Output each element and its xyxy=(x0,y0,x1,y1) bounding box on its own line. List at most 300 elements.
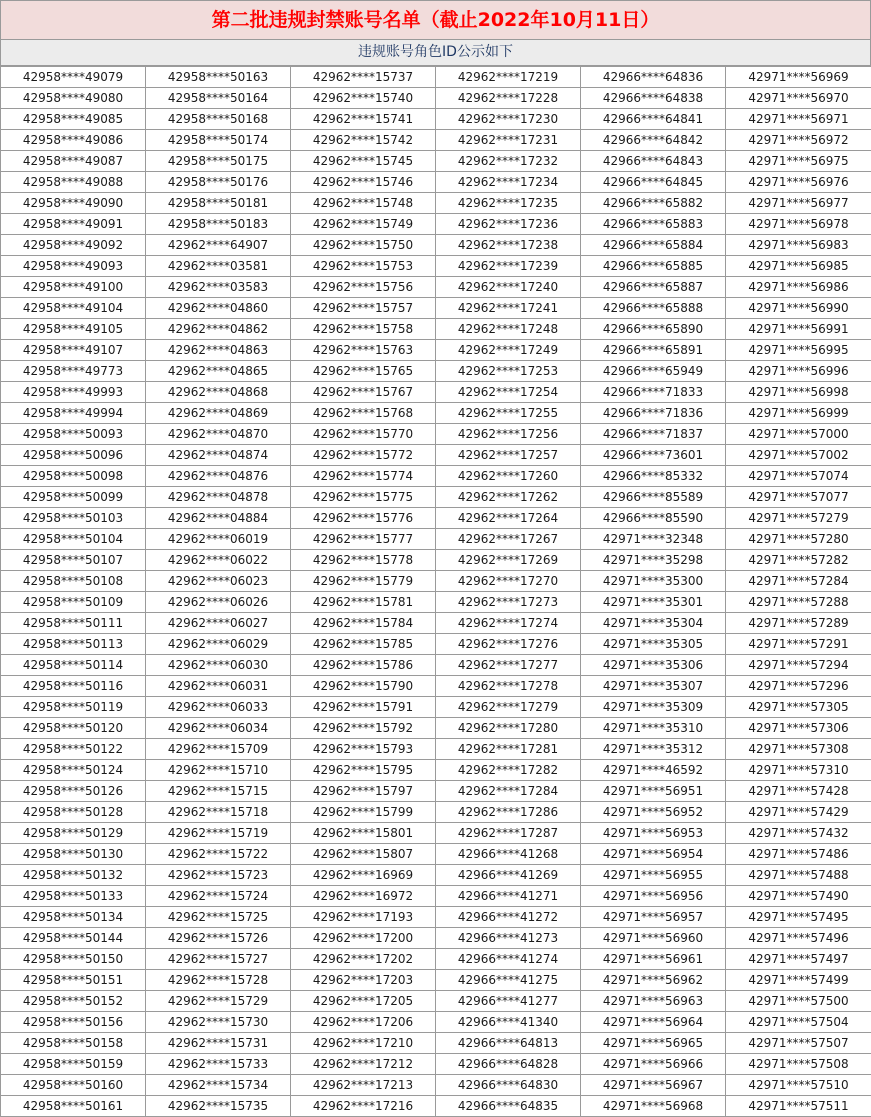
table-cell[interactable]: 42958****49773 xyxy=(1,361,146,382)
table-cell[interactable]: 42962****15778 xyxy=(291,550,436,571)
table-cell[interactable]: 42958****50158 xyxy=(1,1033,146,1054)
table-cell[interactable]: 42958****50111 xyxy=(1,613,146,634)
table-cell[interactable]: 42962****15724 xyxy=(146,886,291,907)
table-cell[interactable]: 42962****17193 xyxy=(291,907,436,928)
table-cell[interactable]: 42971****56990 xyxy=(726,298,871,319)
table-cell[interactable]: 42962****15710 xyxy=(146,760,291,781)
table-cell[interactable]: 42971****57306 xyxy=(726,718,871,739)
table-cell[interactable]: 42962****17236 xyxy=(436,214,581,235)
table-cell[interactable]: 42966****65949 xyxy=(581,361,726,382)
table-cell[interactable]: 42962****17281 xyxy=(436,739,581,760)
table-cell[interactable]: 42971****56978 xyxy=(726,214,871,235)
table-cell[interactable]: 42958****49100 xyxy=(1,277,146,298)
table-cell[interactable]: 42962****15735 xyxy=(146,1096,291,1117)
table-cell[interactable]: 42971****56960 xyxy=(581,928,726,949)
table-cell[interactable]: 42962****15734 xyxy=(146,1075,291,1096)
table-cell[interactable]: 42962****04874 xyxy=(146,445,291,466)
table-cell[interactable]: 42962****15709 xyxy=(146,739,291,760)
table-cell[interactable]: 42958****49090 xyxy=(1,193,146,214)
table-cell[interactable]: 42962****15730 xyxy=(146,1012,291,1033)
table-cell[interactable]: 42962****15785 xyxy=(291,634,436,655)
table-cell[interactable]: 42971****56962 xyxy=(581,970,726,991)
table-cell[interactable]: 42971****57296 xyxy=(726,676,871,697)
table-cell[interactable]: 42958****50152 xyxy=(1,991,146,1012)
table-cell[interactable]: 42962****15757 xyxy=(291,298,436,319)
table-cell[interactable]: 42958****49105 xyxy=(1,319,146,340)
table-cell[interactable]: 42971****57002 xyxy=(726,445,871,466)
table-cell[interactable]: 42962****17239 xyxy=(436,256,581,277)
table-cell[interactable]: 42971****56998 xyxy=(726,382,871,403)
table-cell[interactable]: 42962****15741 xyxy=(291,109,436,130)
table-cell[interactable]: 42962****17269 xyxy=(436,550,581,571)
table-cell[interactable]: 42962****17257 xyxy=(436,445,581,466)
table-cell[interactable]: 42962****15797 xyxy=(291,781,436,802)
table-cell[interactable]: 42958****50099 xyxy=(1,487,146,508)
table-cell[interactable]: 42962****17284 xyxy=(436,781,581,802)
table-cell[interactable]: 42962****06019 xyxy=(146,529,291,550)
table-cell[interactable]: 42962****15719 xyxy=(146,823,291,844)
table-cell[interactable]: 42971****56970 xyxy=(726,88,871,109)
table-cell[interactable]: 42962****15795 xyxy=(291,760,436,781)
table-cell[interactable]: 42966****65883 xyxy=(581,214,726,235)
table-cell[interactable]: 42971****57077 xyxy=(726,487,871,508)
table-cell[interactable]: 42962****04862 xyxy=(146,319,291,340)
table-cell[interactable]: 42971****56999 xyxy=(726,403,871,424)
table-cell[interactable]: 42971****57000 xyxy=(726,424,871,445)
table-cell[interactable]: 42962****15748 xyxy=(291,193,436,214)
table-cell[interactable]: 42971****56953 xyxy=(581,823,726,844)
table-cell[interactable]: 42962****17280 xyxy=(436,718,581,739)
table-cell[interactable]: 42962****15768 xyxy=(291,403,436,424)
table-cell[interactable]: 42971****57279 xyxy=(726,508,871,529)
table-cell[interactable]: 42962****15774 xyxy=(291,466,436,487)
table-cell[interactable]: 42971****46592 xyxy=(581,760,726,781)
table-cell[interactable]: 42962****17235 xyxy=(436,193,581,214)
table-cell[interactable]: 42962****06033 xyxy=(146,697,291,718)
table-cell[interactable]: 42966****85589 xyxy=(581,487,726,508)
table-cell[interactable]: 42958****50108 xyxy=(1,571,146,592)
table-cell[interactable]: 42962****06022 xyxy=(146,550,291,571)
table-cell[interactable]: 42958****50181 xyxy=(146,193,291,214)
table-cell[interactable]: 42958****50176 xyxy=(146,172,291,193)
table-cell[interactable]: 42966****64842 xyxy=(581,130,726,151)
table-cell[interactable]: 42971****32348 xyxy=(581,529,726,550)
table-cell[interactable]: 42958****50098 xyxy=(1,466,146,487)
table-cell[interactable]: 42962****17248 xyxy=(436,319,581,340)
table-cell[interactable]: 42962****17274 xyxy=(436,613,581,634)
table-cell[interactable]: 42962****15745 xyxy=(291,151,436,172)
table-cell[interactable]: 42962****16972 xyxy=(291,886,436,907)
table-cell[interactable]: 42971****56976 xyxy=(726,172,871,193)
table-cell[interactable]: 42966****41269 xyxy=(436,865,581,886)
table-cell[interactable]: 42962****06023 xyxy=(146,571,291,592)
table-cell[interactable]: 42962****17228 xyxy=(436,88,581,109)
table-cell[interactable]: 42971****57294 xyxy=(726,655,871,676)
table-cell[interactable]: 42958****50133 xyxy=(1,886,146,907)
table-cell[interactable]: 42971****56968 xyxy=(581,1096,726,1117)
table-cell[interactable]: 42958****50130 xyxy=(1,844,146,865)
table-cell[interactable]: 42962****06027 xyxy=(146,613,291,634)
table-cell[interactable]: 42971****35300 xyxy=(581,571,726,592)
table-cell[interactable]: 42958****50175 xyxy=(146,151,291,172)
table-cell[interactable]: 42958****50150 xyxy=(1,949,146,970)
table-cell[interactable]: 42966****64835 xyxy=(436,1096,581,1117)
table-cell[interactable]: 42958****50174 xyxy=(146,130,291,151)
table-cell[interactable]: 42962****17240 xyxy=(436,277,581,298)
table-cell[interactable]: 42962****15758 xyxy=(291,319,436,340)
table-cell[interactable]: 42962****17213 xyxy=(291,1075,436,1096)
table-cell[interactable]: 42958****50126 xyxy=(1,781,146,802)
table-cell[interactable]: 42966****85590 xyxy=(581,508,726,529)
table-cell[interactable]: 42971****57428 xyxy=(726,781,871,802)
table-cell[interactable]: 42971****57280 xyxy=(726,529,871,550)
table-cell[interactable]: 42958****49092 xyxy=(1,235,146,256)
table-cell[interactable]: 42962****17210 xyxy=(291,1033,436,1054)
table-cell[interactable]: 42962****17262 xyxy=(436,487,581,508)
table-cell[interactable]: 42966****65888 xyxy=(581,298,726,319)
table-cell[interactable]: 42958****50104 xyxy=(1,529,146,550)
table-cell[interactable]: 42962****15723 xyxy=(146,865,291,886)
table-cell[interactable]: 42962****15801 xyxy=(291,823,436,844)
table-cell[interactable]: 42962****15729 xyxy=(146,991,291,1012)
table-cell[interactable]: 42962****17286 xyxy=(436,802,581,823)
table-cell[interactable]: 42966****65890 xyxy=(581,319,726,340)
table-cell[interactable]: 42962****06034 xyxy=(146,718,291,739)
table-cell[interactable]: 42958****49079 xyxy=(1,67,146,88)
table-cell[interactable]: 42971****56995 xyxy=(726,340,871,361)
table-cell[interactable]: 42971****57490 xyxy=(726,886,871,907)
table-cell[interactable]: 42962****15799 xyxy=(291,802,436,823)
table-cell[interactable]: 42962****17277 xyxy=(436,655,581,676)
table-cell[interactable]: 42971****57507 xyxy=(726,1033,871,1054)
table-cell[interactable]: 42971****57511 xyxy=(726,1096,871,1117)
table-cell[interactable]: 42962****17273 xyxy=(436,592,581,613)
table-cell[interactable]: 42958****49088 xyxy=(1,172,146,193)
table-cell[interactable]: 42966****65891 xyxy=(581,340,726,361)
table-cell[interactable]: 42966****41268 xyxy=(436,844,581,865)
table-cell[interactable]: 42962****17270 xyxy=(436,571,581,592)
table-cell[interactable]: 42971****35310 xyxy=(581,718,726,739)
table-cell[interactable]: 42962****17253 xyxy=(436,361,581,382)
table-cell[interactable]: 42962****17216 xyxy=(291,1096,436,1117)
table-cell[interactable]: 42958****50109 xyxy=(1,592,146,613)
table-cell[interactable]: 42966****85332 xyxy=(581,466,726,487)
table-cell[interactable]: 42962****06031 xyxy=(146,676,291,697)
table-cell[interactable]: 42971****35307 xyxy=(581,676,726,697)
table-cell[interactable]: 42962****15790 xyxy=(291,676,436,697)
table-cell[interactable]: 42971****57496 xyxy=(726,928,871,949)
table-cell[interactable]: 42971****57074 xyxy=(726,466,871,487)
table-cell[interactable]: 42958****50159 xyxy=(1,1054,146,1075)
table-cell[interactable]: 42971****56951 xyxy=(581,781,726,802)
table-cell[interactable]: 42958****50120 xyxy=(1,718,146,739)
table-cell[interactable]: 42962****03583 xyxy=(146,277,291,298)
table-cell[interactable]: 42971****56963 xyxy=(581,991,726,1012)
table-cell[interactable]: 42962****15786 xyxy=(291,655,436,676)
table-cell[interactable]: 42958****50122 xyxy=(1,739,146,760)
table-cell[interactable]: 42971****56964 xyxy=(581,1012,726,1033)
table-cell[interactable]: 42962****17255 xyxy=(436,403,581,424)
table-cell[interactable]: 42962****15715 xyxy=(146,781,291,802)
table-cell[interactable]: 42962****15775 xyxy=(291,487,436,508)
table-cell[interactable]: 42966****64830 xyxy=(436,1075,581,1096)
table-cell[interactable]: 42971****57510 xyxy=(726,1075,871,1096)
table-cell[interactable]: 42966****41340 xyxy=(436,1012,581,1033)
table-cell[interactable]: 42962****15792 xyxy=(291,718,436,739)
table-cell[interactable]: 42966****41275 xyxy=(436,970,581,991)
table-cell[interactable]: 42966****64843 xyxy=(581,151,726,172)
table-cell[interactable]: 42962****17279 xyxy=(436,697,581,718)
table-cell[interactable]: 42966****41272 xyxy=(436,907,581,928)
table-cell[interactable]: 42958****50132 xyxy=(1,865,146,886)
table-cell[interactable]: 42971****57310 xyxy=(726,760,871,781)
table-cell[interactable]: 42962****17276 xyxy=(436,634,581,655)
table-cell[interactable]: 42962****15742 xyxy=(291,130,436,151)
table-cell[interactable]: 42962****04869 xyxy=(146,403,291,424)
table-cell[interactable]: 42962****17232 xyxy=(436,151,581,172)
table-cell[interactable]: 42971****57291 xyxy=(726,634,871,655)
table-cell[interactable]: 42958****50093 xyxy=(1,424,146,445)
table-cell[interactable]: 42962****17241 xyxy=(436,298,581,319)
table-cell[interactable]: 42971****57499 xyxy=(726,970,871,991)
table-cell[interactable]: 42966****41274 xyxy=(436,949,581,970)
table-cell[interactable]: 42962****06029 xyxy=(146,634,291,655)
table-cell[interactable]: 42966****71837 xyxy=(581,424,726,445)
table-cell[interactable]: 42962****15753 xyxy=(291,256,436,277)
table-cell[interactable]: 42958****50113 xyxy=(1,634,146,655)
table-cell[interactable]: 42971****56965 xyxy=(581,1033,726,1054)
table-cell[interactable]: 42966****64841 xyxy=(581,109,726,130)
table-cell[interactable]: 42962****15749 xyxy=(291,214,436,235)
table-cell[interactable]: 42971****35305 xyxy=(581,634,726,655)
table-cell[interactable]: 42958****49107 xyxy=(1,340,146,361)
table-cell[interactable]: 42962****17206 xyxy=(291,1012,436,1033)
table-cell[interactable]: 42962****03581 xyxy=(146,256,291,277)
table-cell[interactable]: 42962****15718 xyxy=(146,802,291,823)
table-cell[interactable]: 42958****50119 xyxy=(1,697,146,718)
table-cell[interactable]: 42962****15740 xyxy=(291,88,436,109)
table-cell[interactable]: 42962****15746 xyxy=(291,172,436,193)
table-cell[interactable]: 42962****17231 xyxy=(436,130,581,151)
table-cell[interactable]: 42958****50116 xyxy=(1,676,146,697)
table-cell[interactable]: 42962****15765 xyxy=(291,361,436,382)
table-cell[interactable]: 42958****49093 xyxy=(1,256,146,277)
table-cell[interactable]: 42971****56996 xyxy=(726,361,871,382)
table-cell[interactable]: 42958****50163 xyxy=(146,67,291,88)
table-cell[interactable]: 42958****49087 xyxy=(1,151,146,172)
table-cell[interactable]: 42962****17254 xyxy=(436,382,581,403)
table-cell[interactable]: 42971****56985 xyxy=(726,256,871,277)
table-cell[interactable]: 42962****17267 xyxy=(436,529,581,550)
table-cell[interactable]: 42962****17203 xyxy=(291,970,436,991)
table-cell[interactable]: 42971****56954 xyxy=(581,844,726,865)
table-cell[interactable]: 42958****49085 xyxy=(1,109,146,130)
table-cell[interactable]: 42962****17202 xyxy=(291,949,436,970)
table-cell[interactable]: 42962****15776 xyxy=(291,508,436,529)
table-cell[interactable]: 42962****17238 xyxy=(436,235,581,256)
table-cell[interactable]: 42962****04860 xyxy=(146,298,291,319)
table-cell[interactable]: 42962****17234 xyxy=(436,172,581,193)
table-cell[interactable]: 42958****50156 xyxy=(1,1012,146,1033)
table-cell[interactable]: 42971****35312 xyxy=(581,739,726,760)
table-cell[interactable]: 42962****17249 xyxy=(436,340,581,361)
table-cell[interactable]: 42962****15781 xyxy=(291,592,436,613)
table-cell[interactable]: 42971****56969 xyxy=(726,67,871,88)
table-cell[interactable]: 42962****06026 xyxy=(146,592,291,613)
table-cell[interactable]: 42966****65882 xyxy=(581,193,726,214)
table-cell[interactable]: 42971****35304 xyxy=(581,613,726,634)
table-cell[interactable]: 42962****04876 xyxy=(146,466,291,487)
table-cell[interactable]: 42971****56972 xyxy=(726,130,871,151)
table-cell[interactable]: 42971****56961 xyxy=(581,949,726,970)
table-cell[interactable]: 42962****15772 xyxy=(291,445,436,466)
table-cell[interactable]: 42962****04863 xyxy=(146,340,291,361)
table-cell[interactable]: 42971****56977 xyxy=(726,193,871,214)
table-cell[interactable]: 42958****49104 xyxy=(1,298,146,319)
table-cell[interactable]: 42962****15737 xyxy=(291,67,436,88)
table-cell[interactable]: 42966****64838 xyxy=(581,88,726,109)
table-cell[interactable]: 42958****50160 xyxy=(1,1075,146,1096)
table-cell[interactable]: 42958****50114 xyxy=(1,655,146,676)
table-cell[interactable]: 42966****65887 xyxy=(581,277,726,298)
table-cell[interactable]: 42962****15779 xyxy=(291,571,436,592)
table-cell[interactable]: 42971****57288 xyxy=(726,592,871,613)
table-cell[interactable]: 42958****50107 xyxy=(1,550,146,571)
table-cell[interactable]: 42971****56975 xyxy=(726,151,871,172)
table-cell[interactable]: 42971****56986 xyxy=(726,277,871,298)
table-cell[interactable]: 42962****15763 xyxy=(291,340,436,361)
table-cell[interactable]: 42962****06030 xyxy=(146,655,291,676)
table-cell[interactable]: 42962****04884 xyxy=(146,508,291,529)
table-cell[interactable]: 42962****15777 xyxy=(291,529,436,550)
table-cell[interactable]: 42958****50124 xyxy=(1,760,146,781)
table-cell[interactable]: 42966****64813 xyxy=(436,1033,581,1054)
table-cell[interactable]: 42958****50144 xyxy=(1,928,146,949)
table-cell[interactable]: 42971****57289 xyxy=(726,613,871,634)
table-cell[interactable]: 42962****17219 xyxy=(436,67,581,88)
table-cell[interactable]: 42962****17278 xyxy=(436,676,581,697)
table-cell[interactable]: 42971****57486 xyxy=(726,844,871,865)
table-cell[interactable]: 42966****41273 xyxy=(436,928,581,949)
table-cell[interactable]: 42971****57429 xyxy=(726,802,871,823)
table-cell[interactable]: 42962****15725 xyxy=(146,907,291,928)
table-cell[interactable]: 42966****64845 xyxy=(581,172,726,193)
table-cell[interactable]: 42971****57488 xyxy=(726,865,871,886)
table-cell[interactable]: 42958****50151 xyxy=(1,970,146,991)
table-cell[interactable]: 42971****56966 xyxy=(581,1054,726,1075)
table-cell[interactable]: 42966****41277 xyxy=(436,991,581,1012)
table-cell[interactable]: 42962****16969 xyxy=(291,865,436,886)
table-cell[interactable]: 42962****17200 xyxy=(291,928,436,949)
table-cell[interactable]: 42971****57282 xyxy=(726,550,871,571)
table-cell[interactable]: 42962****15770 xyxy=(291,424,436,445)
table-cell[interactable]: 42971****56955 xyxy=(581,865,726,886)
table-cell[interactable]: 42962****04868 xyxy=(146,382,291,403)
table-cell[interactable]: 42962****64907 xyxy=(146,235,291,256)
table-cell[interactable]: 42962****04878 xyxy=(146,487,291,508)
table-cell[interactable]: 42971****56971 xyxy=(726,109,871,130)
table-cell[interactable]: 42962****17256 xyxy=(436,424,581,445)
table-cell[interactable]: 42962****15767 xyxy=(291,382,436,403)
table-cell[interactable]: 42962****15756 xyxy=(291,277,436,298)
table-cell[interactable]: 42962****15727 xyxy=(146,949,291,970)
table-cell[interactable]: 42962****15726 xyxy=(146,928,291,949)
table-cell[interactable]: 42958****49091 xyxy=(1,214,146,235)
table-cell[interactable]: 42958****50103 xyxy=(1,508,146,529)
table-cell[interactable]: 42958****50183 xyxy=(146,214,291,235)
table-cell[interactable]: 42958****50168 xyxy=(146,109,291,130)
table-cell[interactable]: 42962****17264 xyxy=(436,508,581,529)
table-cell[interactable]: 42962****04865 xyxy=(146,361,291,382)
table-cell[interactable]: 42971****35306 xyxy=(581,655,726,676)
table-cell[interactable]: 42962****15722 xyxy=(146,844,291,865)
table-cell[interactable]: 42971****56956 xyxy=(581,886,726,907)
table-cell[interactable]: 42971****35301 xyxy=(581,592,726,613)
table-cell[interactable]: 42962****15750 xyxy=(291,235,436,256)
table-cell[interactable]: 42962****17212 xyxy=(291,1054,436,1075)
table-cell[interactable]: 42971****35309 xyxy=(581,697,726,718)
table-cell[interactable]: 42958****50161 xyxy=(1,1096,146,1117)
table-cell[interactable]: 42971****56991 xyxy=(726,319,871,340)
table-cell[interactable]: 42971****56983 xyxy=(726,235,871,256)
table-cell[interactable]: 42962****15728 xyxy=(146,970,291,991)
table-cell[interactable]: 42966****64836 xyxy=(581,67,726,88)
table-cell[interactable]: 42971****57495 xyxy=(726,907,871,928)
table-cell[interactable]: 42962****15731 xyxy=(146,1033,291,1054)
table-cell[interactable]: 42966****71836 xyxy=(581,403,726,424)
table-cell[interactable]: 42971****56957 xyxy=(581,907,726,928)
table-cell[interactable]: 42971****57432 xyxy=(726,823,871,844)
table-cell[interactable]: 42962****04870 xyxy=(146,424,291,445)
table-cell[interactable]: 42966****73601 xyxy=(581,445,726,466)
table-cell[interactable]: 42958****50096 xyxy=(1,445,146,466)
table-cell[interactable]: 42962****15784 xyxy=(291,613,436,634)
table-cell[interactable]: 42962****17205 xyxy=(291,991,436,1012)
table-cell[interactable]: 42962****17282 xyxy=(436,760,581,781)
table-cell[interactable]: 42966****64828 xyxy=(436,1054,581,1075)
table-cell[interactable]: 42958****49080 xyxy=(1,88,146,109)
table-cell[interactable]: 42971****57504 xyxy=(726,1012,871,1033)
table-cell[interactable]: 42958****49993 xyxy=(1,382,146,403)
table-cell[interactable]: 42958****50164 xyxy=(146,88,291,109)
table-cell[interactable]: 42971****57508 xyxy=(726,1054,871,1075)
table-cell[interactable]: 42971****57308 xyxy=(726,739,871,760)
table-cell[interactable]: 42958****50128 xyxy=(1,802,146,823)
table-cell[interactable]: 42962****15793 xyxy=(291,739,436,760)
table-cell[interactable]: 42971****57284 xyxy=(726,571,871,592)
table-cell[interactable]: 42966****71833 xyxy=(581,382,726,403)
table-cell[interactable]: 42971****57305 xyxy=(726,697,871,718)
table-cell[interactable]: 42962****15807 xyxy=(291,844,436,865)
table-cell[interactable]: 42962****17230 xyxy=(436,109,581,130)
table-cell[interactable]: 42971****56967 xyxy=(581,1075,726,1096)
table-cell[interactable]: 42958****49086 xyxy=(1,130,146,151)
table-cell[interactable]: 42962****15733 xyxy=(146,1054,291,1075)
table-cell[interactable]: 42958****50129 xyxy=(1,823,146,844)
table-cell[interactable]: 42971****56952 xyxy=(581,802,726,823)
table-cell[interactable]: 42971****57497 xyxy=(726,949,871,970)
table-cell[interactable]: 42962****17260 xyxy=(436,466,581,487)
table-cell[interactable]: 42971****57500 xyxy=(726,991,871,1012)
table-cell[interactable]: 42971****35298 xyxy=(581,550,726,571)
table-cell[interactable]: 42962****15791 xyxy=(291,697,436,718)
table-cell[interactable]: 42966****65884 xyxy=(581,235,726,256)
table-cell[interactable]: 42958****50134 xyxy=(1,907,146,928)
table-cell[interactable]: 42966****41271 xyxy=(436,886,581,907)
table-cell[interactable]: 42966****65885 xyxy=(581,256,726,277)
table-cell[interactable]: 42958****49994 xyxy=(1,403,146,424)
table-cell[interactable]: 42962****17287 xyxy=(436,823,581,844)
